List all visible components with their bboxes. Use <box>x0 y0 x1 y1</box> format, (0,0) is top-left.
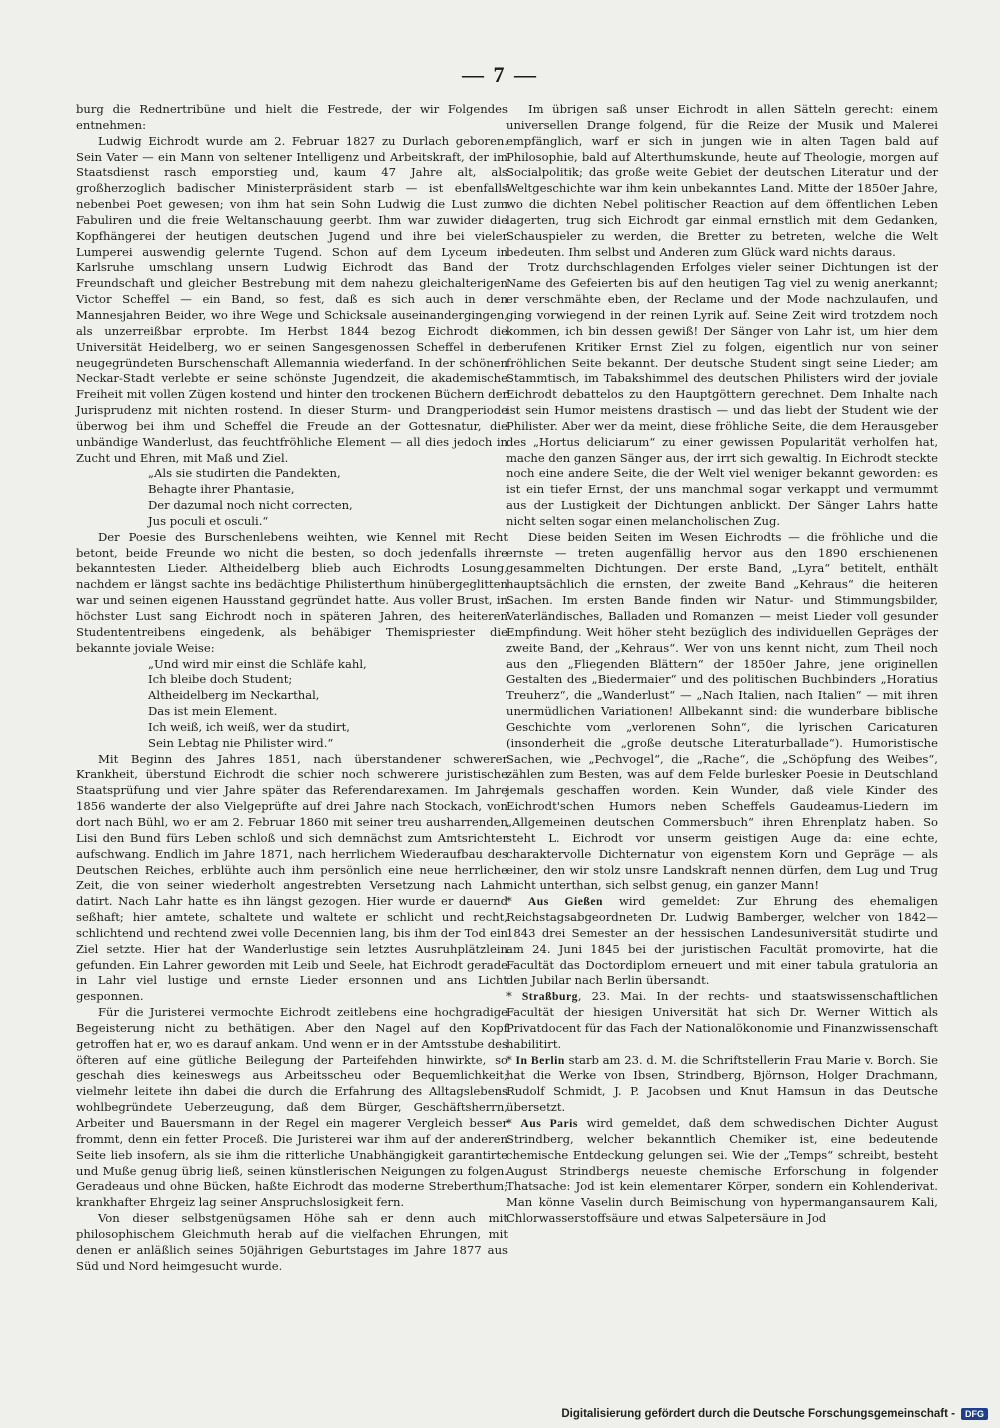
paragraph: Diese beiden Seiten im Wesen Eichrodts — die fröhliche und die ernste — treten augenfällig hervor aus den 1890 erschienenen gesammelten Dichtungen. Der erste Band, „Lyra“ betitelt, enthält hauptsächlich die ernsten, der zweite Band „Kehraus“ die heiteren Sachen. Im ersten Bande finden wir Natur- und Stimmungsbilder, Vaterländisches, Balladen und Romanzen — meist Lieder voll gesunder Empfindung. Weit höher steht bezüglich des individuellen Gepräges der zweite Band, der „Kehraus“. Wer von uns kennt nicht, zum Theil noch aus den „Fliegenden Blättern“ der 1850er Jahre, jene originellen Gestalten des „Biedermaier“ und des politischen Buchbinders „Horatius Treuherz“, die „Wanderlust“ — „Nach Italien, nach Italien“ — mit ihren unermüdlichen Variationen! Allbekannt sind: die wunderbare biblische Geschichte vom „verlorenen Sohn“, die lyrischen Caricaturen (insonderheit die „große deutsche Literaturballade“). Humoristische Sachen, wie „Pechvogel“, die „Rache“, die „Schöpfung des Weibes“, zählen zum Besten, was auf dem Felde burlesker Poesie in Deutschland jemals geschaffen worden. Kein Wunder, daß viele Kinder des Eichrodt'schen Humors neben Scheffels Gaudeamus-Liedern im „Allgemeinen deutschen Commersbuch“ ihren Ehrenplatz haben. So steht L. Eichrodt vor unserm geistigen Auge da: eine echte, charaktervolle Dichternatur von eigenstem Korn und Gepräge — als einer, den wir stolz unsre Landskraft nennen dürfen, dem Lug und Trug nicht unterthan, sich selbst genug, ein ganzer Mann! <box>506 529 938 893</box>
news-item: * Straßburg, 23. Mai. In der rechts- und staatswissenschaftlichen Facultät der hiesigen Universität hat sich Dr. Werner Wittich als Privatdocent für das Fach der Nationalökonomie und Finanzwissenschaft habilitirt. <box>506 989 938 1051</box>
news-text: starb am 23. d. M. die Schriftstellerin Frau Marie v. Borch. Sie hat die Werke von Ibsen, Strindberg, Björnson, Holger Drachmann, Rudolf Schmidt, J. P. Jacobsen und Knut Hamsun in das Deutsche übersetzt. <box>506 1052 938 1115</box>
verse-quote <box>148 466 508 529</box>
verse-line: Sein Lebtag nie Philister wird.“ <box>148 735 334 750</box>
verse-line: Das ist mein Element. <box>148 704 278 719</box>
news-place: Aus Gießen <box>527 895 603 909</box>
verse-line: Ich bleibe doch Student; <box>148 672 293 687</box>
news-text: , 23. Mai. In der rechts- und staatswissenschaftlichen Facultät der hiesigen Universität hat sich Dr. Werner Wittich als Privatdocent für das Fach der Nationalökonomie und Finanzwissenschaft habilitirt. <box>506 989 938 1051</box>
paragraph: Von dieser selbstgenügsamen Höhe sah er denn auch mit philosophischem Gleichmuth herab auf die vielfachen Ehrungen, mit denen er anläßlich seines 50jährigen Geburtstages im Jahre 1877 aus Süd und Nord heimgesucht wurde. <box>76 1211 508 1273</box>
paragraph: Trotz durchschlagenden Erfolges vieler seiner Dichtungen ist der Name des Gefeierten bis auf den heutigen Tag viel zu wenig anerkannt; er verschmähte eben, der Reclame und der Mode nachzulaufen, und ging vorwiegend in der reinen Lyrik auf. Seine Zeit wird trotzdem noch kommen, ich bin dessen gewiß! Der Sänger von Lahr ist, um hier dem berufenen Kritiker Ernst Ziel zu folgen, eigentlich nur von seiner fröhlichen Seite bekannt. Der deutsche Student singt seine Lieder; am Stammtisch, im Tabakshimmel des deutschen Philisters wird der joviale Eichrodt debattelos zu den Hauptgöttern gerechnet. Dem Inhalte nach ist sein Humor meistens drastisch — und das liebt der Student wie der Philister. Aber wer da meint, diese fröhliche Seite, die dem Herausgeber des „Hortus deliciarum“ zu einer gewissen Popularität verholfen hat, mache den ganzen Sänger aus, der irrt sich gewaltig. In Eichrodt steckte noch eine andere Seite, die der Welt viel weniger bekannt geworden: es ist ein tiefer Ernst, der uns manchmal sogar verkappt und vermummt aus der Lustigkeit der Dichtungen anblickt. Der Sänger Lahrs hatte nicht selten sogar einen melancholischen Zug. <box>506 260 938 528</box>
verse-line: Altheidelberg im Neckarthal, <box>148 688 320 703</box>
verse-line: Behagte ihrer Phantasie, <box>148 482 295 497</box>
news-item: * Aus Gießen wird gemeldet: Zur Ehrung des ehemaligen Reichstagsabgeordneten Dr. Ludwig Bamberger, welcher von 1842—1843 drei Semester an der hessischen Landesuniversität studirte und am 24. Juni 1845 bei der juristischen Facultät promovirte, hat die Facultät das Doctordiplom erneuert und mit einer tabula gratuloria an den Jubilar nach Berlin übersandt. <box>506 894 938 988</box>
paragraph: Für die Juristerei vermochte Eichrodt zeitlebens eine hochgradige Begeisterung nicht zu bethätigen. Aber den Nagel auf den Kopf getroffen hat er, wo es darauf ankam. Und wenn er in der Amtsstube des öfteren auf eine gütliche Beilegung der Parteifehden hinwirkte, so geschah dies keineswegs aus Arbeitsscheu oder Bequemlichkeit; vielmehr leitete ihn dabei die durch die Erfahrung des Alltagslebens wohlbegründete Ueberzeugung, daß dem Bürger, Geschäftsherrn, Arbeiter und Bauersmann in der Regel ein magerer Vergleich besser frommt, denn ein fetter Proceß. Die Juristerei war ihm auf der anderen Seite lieb insofern, als sie ihm die ritterliche Unabhängigkeit garantirte und Muße genug übrig ließ, seinen künstlerischen Neigungen zu folgen. Geradeaus und ohne Bücken, haßte Eichrodt das moderne Streberthum; krankhafter Ehrgeiz lag seiner Anspruchslosigkeit fern. <box>76 1005 508 1210</box>
verse-line: „Als sie studirten die Pandekten, <box>148 466 341 481</box>
page-number: — 7 — <box>462 62 538 87</box>
news-text: wird gemeldet, daß dem schwedischen Dichter August Strindberg, welcher bekanntlich Chemiker ist, eine bedeutende chemische Entdeckung gelungen sei. Wie der „Temps“ schreibt, besteht August Strindbergs neueste chemische Erforschung in folgender Thatsache: Jod ist kein elementarer Körper, sondern ein Kohlenderivat. Man könne Vaselin durch Beimischung von hypermangansaurem Kali, Chlorwasserstoffsäure und etwas Salpetersäure in Jod <box>506 1116 938 1226</box>
verse-line: Der dazumal noch nicht correcten, <box>148 498 353 513</box>
digitization-footer <box>561 1408 988 1420</box>
paragraph: Ludwig Eichrodt wurde am 2. Februar 1827 zu Durlach geboren. Sein Vater — ein Mann von seltener Intelligenz und Arbeitskraft, der im Staatsdienst rasch emporstieg und, kaum 47 Jahre alt, als großherzoglich badischer Ministerpräsident starb — ist ebenfalls nebenbei Poet gewesen; von ihm hat sein Sohn Ludwig die Lust zum Fabuliren und die freie Weltanschauung geerbt. Ihm war zuwider die Kopfhängerei der heutigen deutschen Jugend und ihre bei vieler Lumperei auswendig gelernte Tugend. Schon auf dem Lyceum in Karlsruhe umschlang unsern Ludwig Eichrodt das Band der Freundschaft und gleicher Bestrebung mit dem nahezu gleichalterigen Victor Scheffel — ein Band, so fest, daß es sich auch in den Mannesjahren Beider, wo ihre Wege und Schicksale auseinandergingen, als unzerreißbar erprobte. Im Herbst 1844 bezog Eichrodt die Universität Heidelberg, wo er seinen Sangesgenossen Scheffel in der neugegründeten Burschenschaft Allemannia wiederfand. In der schönen Neckar-Stadt verlebte er seine schönste Jugendzeit, die akademische Freiheit mit vollen Zügen kostend und hinter den trockenen Büchern der Jurisprudenz mit nichten rostend. In dieser Sturm- und Drangperiode überwog bei ihm und Scheffel die Freude an der Gottesnatur, die unbändige Wanderlust, das feuchtfröhliche Element — all dies jedoch in Zucht und Ehren, mit Maß und Ziel. <box>76 133 508 465</box>
news-place: Straßburg <box>521 990 578 1004</box>
dfg-logo: DFG <box>961 1408 988 1420</box>
news-text: wird gemeldet: Zur Ehrung des ehemaligen Reichstagsabgeordneten Dr. Ludwig Bamberger, welcher von 1842—1843 drei Semester an der hessischen Landesuniversität studirte und am 24. Juni 1845 bei der juristischen Facultät promovirte, hat die Facultät das Doctordiplom erneuert und mit einer tabula gratuloria an den Jubilar nach Berlin übersandt. <box>506 894 938 988</box>
paragraph: Der Poesie des Burschenlebens weihten, wie Kennel mit Recht betont, beide Freunde wo nicht die besten, so doch jedenfalls ihre bekanntesten Lieder. Altheidelberg blieb auch Eichrodts Losung, nachdem er längst sachte ins bedächtige Philisterthum hinübergeglitten war und seinen eigenen Hausstand gegründet hatte. Aus voller Brust, in höchster Lust sang Eichrodt noch in späteren Jahren, des heiteren Studententreibens eingedenk, als behäbiger Themispriester die bekannte joviale Weise: <box>76 529 508 655</box>
paragraph: Mit Beginn des Jahres 1851, nach überstandener schwerer Krankheit, überstund Eichrodt die schier noch schwerere juristische Staatsprüfung und vier Jahre später das Referendarexamen. Im Jahre 1856 wanderte der also Vielgeprüfte auf drei Jahre nach Stockach, von dort nach Bühl, wo er am 2. Februar 1860 mit seiner treu ausharrenden Lisi den Bund fürs Leben schloß und sich demnächst zum Amtsrichter aufschwang. Endlich im Jahre 1871, nach herrlichem Wiederaufbau des Deutschen Reiches, erblühte auch ihm persönlich eine neue herrliche Zeit, die von seiner wiederholt angestrebten Versetzung nach Lahr datirt. Nach Lahr hatte es ihn längst gezogen. Hier wurde er dauernd seßhaft; hier amtete, schaltete und waltete er schlicht und recht, schlichtend und rechtend zwei volle Decennien lang, bis ihm der Tod ein Ziel setzte. Hier hat der Wanderlustige sein letztes Ausruhplätzlein gefunden. Ein Lahrer geworden mit Leib und Seele, hat Eichrodt gerade in Lahr viel lustige und ernste Lieder ersonnen und ans Licht gesponnen. <box>76 751 508 1004</box>
news-place: In Berlin <box>515 1053 565 1067</box>
news-place: Aus Paris <box>520 1117 578 1130</box>
news-item: * Aus Paris wird gemeldet, daß dem schwedischen Dichter August Strindberg, welcher bekanntlich Chemiker ist, eine bedeutende chemische Entdeckung gelungen sei. Wie der „Temps“ schreibt, besteht August Strindbergs neueste chemische Erforschung in folgender Thatsache: Jod ist kein elementarer Körper, sondern ein Kohlenderivat. Man könne Vaselin durch Beimischung von hypermangansaurem Kali, Chlorwasserstoffsäure und etwas Salpetersäure in Jod <box>506 1116 938 1226</box>
news-item: * In Berlin starb am 23. d. M. die Schriftstellerin Frau Marie v. Borch. Sie hat die Werke von Ibsen, Strindberg, Björnson, Holger Drachmann, Rudolf Schmidt, J. P. Jacobsen und Knut Hamsun in das Deutsche übersetzt. <box>506 1052 938 1115</box>
left-column <box>76 102 508 1274</box>
verse-line: Ich weiß, ich weiß, wer da studirt, <box>148 719 350 734</box>
right-column <box>506 102 938 1227</box>
verse-quote <box>148 657 508 752</box>
footer-text: Digitalisierung gefördert durch die Deutsche Forschungsgemeinschaft - <box>561 1408 955 1420</box>
paragraph: Im übrigen saß unser Eichrodt in allen Sätteln gerecht: einem universellen Drange folgend, für die Reize der Musik und Malerei empfänglich, warf er sich in jungen wie in alten Tagen bald auf Philosophie, bald auf Alterthumskunde, heute auf Theologie, morgen auf Socialpolitik; das große weite Gebiet der deutschen Literatur und der Weltgeschichte war ihm kein unbekanntes Land. Mitte der 1850er Jahre, wo die dichten Nebel politischer Reaction auf dem öffentlichen Leben lagerten, trug sich Eichrodt gar einmal ernstlich mit dem Gedanken, Schauspieler zu werden, die Bretter zu betreten, welche die Welt bedeuten. Ihm selbst und Anderen zum Glück ward nichts daraus. <box>506 102 938 259</box>
verse-line: Jus poculi et osculi.“ <box>148 513 269 528</box>
verse-line: „Und wird mir einst die Schläfe kahl, <box>148 656 367 671</box>
paragraph: burg die Rednertribüne und hielt die Festrede, der wir Folgendes entnehmen: <box>76 102 508 132</box>
